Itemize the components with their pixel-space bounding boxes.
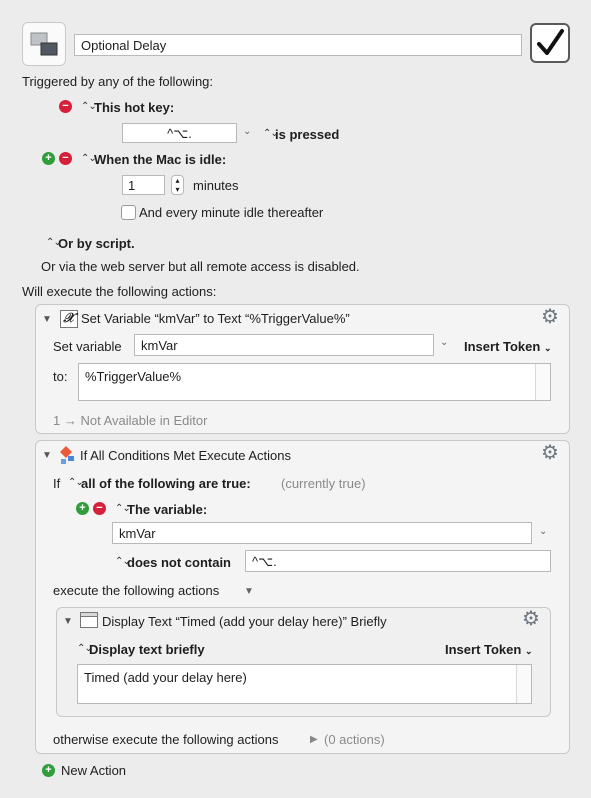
add-condition-icon[interactable]: + <box>76 502 89 515</box>
remove-condition-icon[interactable]: − <box>93 502 106 515</box>
add-icon: + <box>42 764 55 777</box>
action-title: If All Conditions Met Execute Actions <box>80 448 291 463</box>
idle-repeat-checkbox[interactable] <box>121 205 136 220</box>
display-mode-selector[interactable]: ⌃⌄ <box>77 643 92 654</box>
new-action-label: New Action <box>61 763 127 778</box>
actions-heading: Will execute the following actions: <box>22 284 217 299</box>
idle-trigger-label: When the Mac is idle: <box>94 152 227 167</box>
chevron-down-icon[interactable]: ⌄ <box>243 126 252 137</box>
hotkey-state-selector[interactable]: ⌃⌄ <box>263 128 278 139</box>
action-status: 1 → Not Available in Editor <box>53 413 208 428</box>
remove-trigger-icon[interactable]: − <box>59 152 72 165</box>
to-label: to: <box>53 369 68 384</box>
chevron-down-icon[interactable]: ⌄ <box>440 337 449 348</box>
otherwise-count: (0 actions) <box>324 732 385 747</box>
collapse-triangle-icon[interactable]: ▼ <box>63 616 73 627</box>
idle-minutes-unit: minutes <box>193 178 239 193</box>
window-icon <box>80 612 98 628</box>
hotkey-trigger-label: This hot key: <box>94 100 175 115</box>
idle-trigger-type-selector[interactable]: ⌃⌄ <box>81 153 96 164</box>
execute-disclosure-icon[interactable]: ▼ <box>244 586 254 597</box>
script-trigger-selector[interactable]: ⌃⌄ <box>46 237 61 248</box>
condition-mode-label: all of the following are true: <box>81 476 251 491</box>
idle-repeat-label: And every minute idle thereafter <box>139 205 324 220</box>
gear-icon[interactable]: ⚙ <box>541 442 559 464</box>
operator-selector[interactable]: ⌃⌄ <box>115 556 130 567</box>
operator-label: does not contain <box>127 555 231 570</box>
nested-action-display-text[interactable] <box>56 607 551 717</box>
textarea-scrollbar[interactable] <box>516 665 531 703</box>
otherwise-label: otherwise execute the following actions <box>53 732 279 747</box>
hotkey-trigger-type-selector[interactable]: ⌃⌄ <box>81 101 96 112</box>
chevron-down-icon: ⌄ <box>524 646 533 656</box>
condition-variable-input[interactable]: kmVar <box>112 522 532 544</box>
set-variable-label: Set variable <box>53 339 122 354</box>
execute-label: execute the following actions <box>53 583 220 598</box>
enable-macro-checkbox[interactable] <box>530 23 570 63</box>
web-server-note: Or via the web server but all remote access is disabled. <box>41 259 360 274</box>
otherwise-disclosure-icon[interactable]: ▶ <box>310 734 318 745</box>
triggers-heading: Triggered by any of the following: <box>22 74 214 89</box>
condition-type-selector[interactable]: ⌃⌄ <box>115 503 130 514</box>
variable-name-input[interactable]: kmVar <box>134 334 434 356</box>
hotkey-field[interactable]: ^⌥. <box>122 123 237 143</box>
display-mode-label: Display text briefly <box>89 642 205 657</box>
collapse-triangle-icon[interactable]: ▼ <box>42 314 52 325</box>
compare-value-input[interactable]: ^⌥. <box>245 550 551 572</box>
display-text-textarea[interactable]: Timed (add your delay here) <box>77 664 532 704</box>
gear-icon[interactable]: ⚙ <box>522 608 540 630</box>
condition-mode-selector[interactable]: ⌃⌄ <box>68 477 83 488</box>
insert-token-button[interactable]: Insert Token ⌄ <box>445 642 533 657</box>
windows-icon <box>23 23 65 65</box>
if-label: If <box>53 476 61 491</box>
condition-current-state: (currently true) <box>281 476 366 491</box>
value-textarea[interactable]: %TriggerValue% <box>78 363 551 401</box>
add-trigger-icon[interactable]: + <box>42 152 55 165</box>
action-title: Set Variable “kmVar” to Text “%TriggerValue%” <box>81 311 350 326</box>
hotkey-state-label: is pressed <box>275 127 340 142</box>
textarea-scrollbar[interactable] <box>535 364 550 400</box>
action-title: Display Text “Timed (add your delay here)” Briefly <box>102 614 387 629</box>
macro-icon <box>22 22 66 66</box>
gear-icon[interactable]: ⚙ <box>541 306 559 328</box>
script-trigger-label: Or by script. <box>58 236 135 251</box>
condition-type-label: The variable: <box>127 502 208 517</box>
insert-token-button[interactable]: Insert Token ⌄ <box>464 339 552 354</box>
idle-minutes-input[interactable]: 1 <box>122 175 165 195</box>
action-if-then[interactable] <box>35 440 570 754</box>
collapse-triangle-icon[interactable]: ▼ <box>42 450 52 461</box>
checkmark-icon <box>532 25 568 61</box>
idle-minutes-stepper[interactable]: ▴ ▾ <box>171 175 184 195</box>
chevron-down-icon[interactable]: ⌄ <box>539 526 548 537</box>
remove-trigger-icon[interactable]: − <box>59 100 72 113</box>
if-then-icon <box>59 445 79 465</box>
action-set-variable[interactable] <box>35 304 570 434</box>
variable-x-icon: 𝒳 <box>60 310 78 328</box>
chevron-down-icon: ⌄ <box>543 343 552 353</box>
macro-name-input[interactable]: Optional Delay <box>74 34 522 56</box>
